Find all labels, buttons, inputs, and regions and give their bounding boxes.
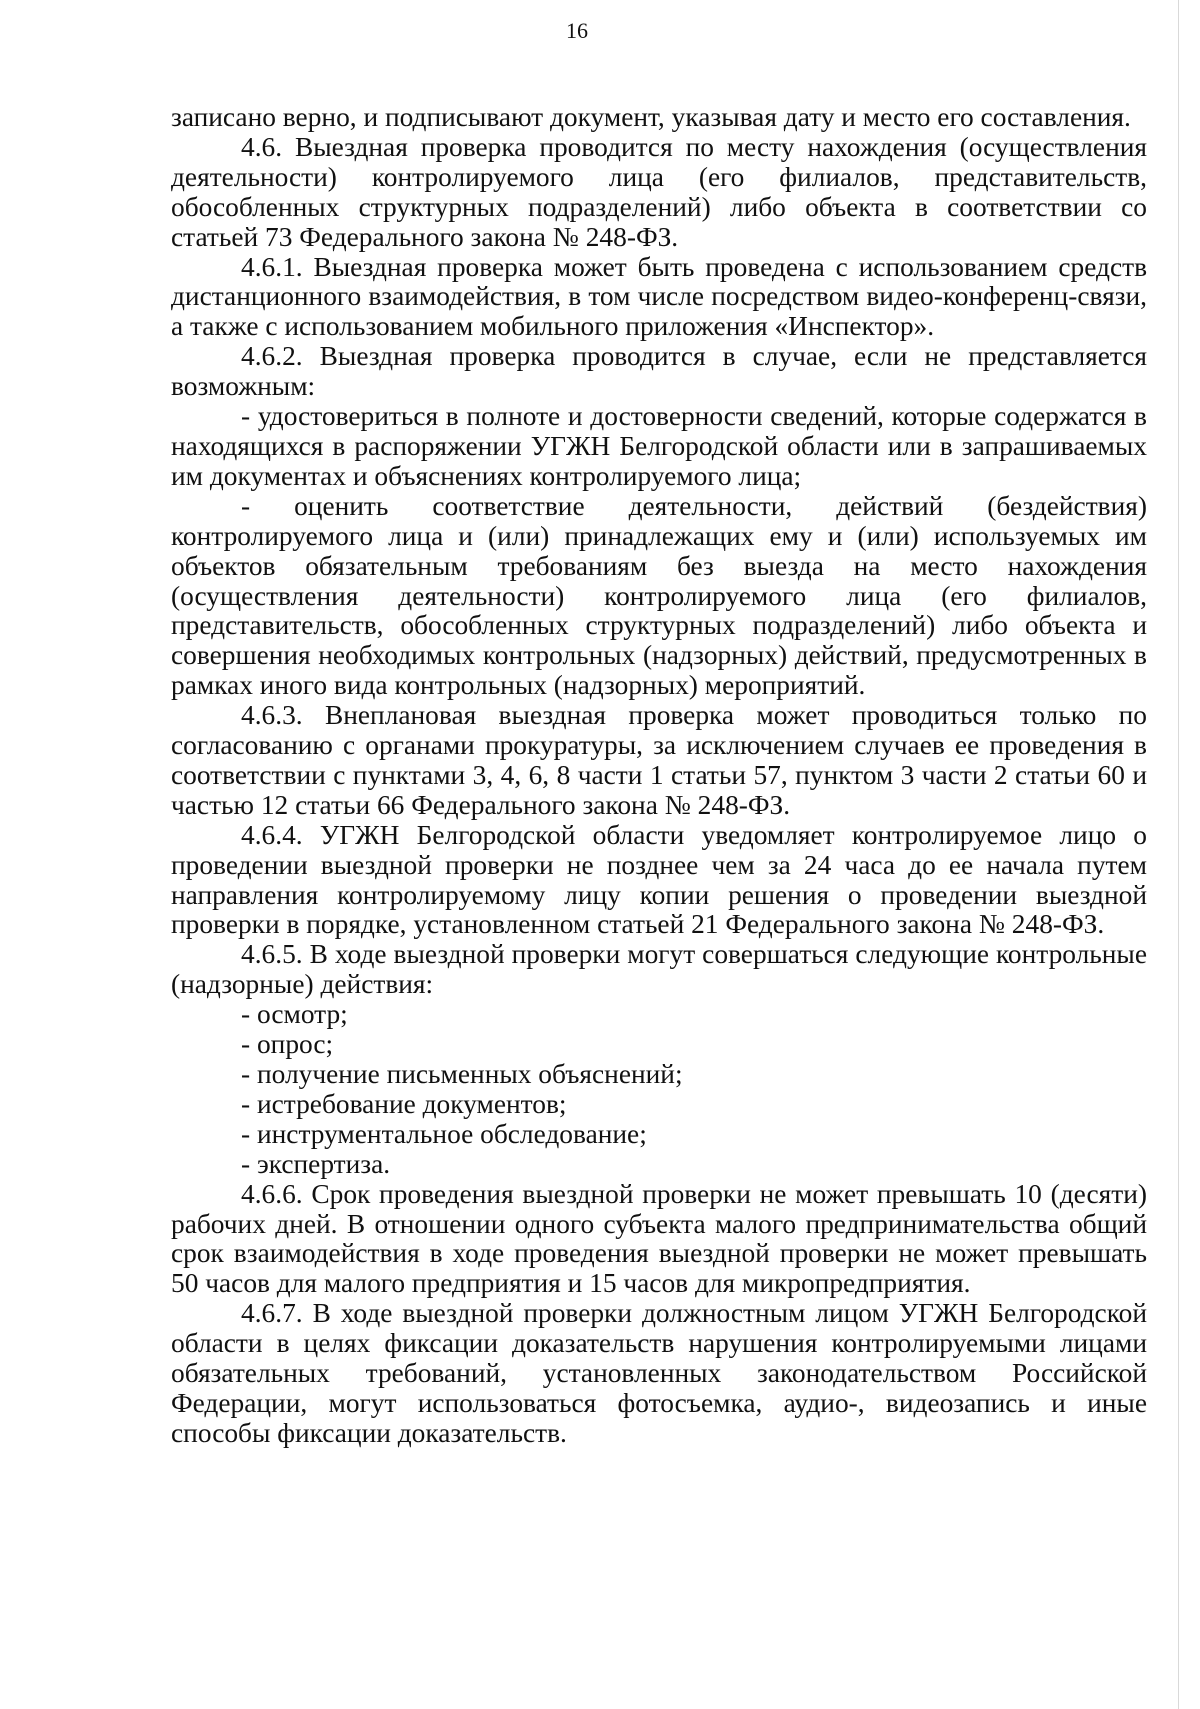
paragraph-4-6-1: 4.6.1. Выездная проверка может быть проведена с использованием средств дистанционного взаимодействия, в том числе посредством видео-конференц-связи, а также с использованием мобильного приложения «Инспектор». bbox=[171, 251, 1147, 342]
list-item-inspection: - осмотр; bbox=[241, 999, 348, 1030]
list-item-instrumental-survey: - инструментальное обследование; bbox=[241, 1118, 647, 1149]
page-number: 16 bbox=[566, 18, 588, 43]
list-item-written-explanations: - получение письменных объяснений; bbox=[241, 1059, 683, 1089]
paragraph-4-6: 4.6. Выездная проверка проводится по месту нахождения (осуществления деятельности) контролируемого лица (его филиалов, представительств, обособленных структурных подразделений) либо объекта в соответствии со статьей 73 Федерального закона № 248-ФЗ. bbox=[171, 131, 1147, 252]
paragraph-4-6-7: 4.6.7. В ходе выездной проверки должностным лицом УГЖН Белгородской области в целях фиксации доказательств нарушения контролируемыми лицами обязательных требований, установленных законодательством Российской Федерации, могут использоваться фотосъемка, аудио-, видеозапись и иные способы фиксации доказательств. bbox=[171, 1298, 1147, 1448]
paragraph-4-6-6: 4.6.6. Срок проведения выездной проверки не может превышать 10 (десяти) рабочих дней. В отношении одного субъекта малого предпринимательства общий срок взаимодействия в ходе проведения выездной проверки не может превышать 50 часов для малого предприятия и 15 часов для микропредприятия. bbox=[171, 1178, 1147, 1299]
scan-edge-line bbox=[1178, 0, 1179, 1709]
document-body bbox=[171, 103, 1147, 1449]
paragraph-bullet-assess: - оценить соответствие деятельности, действий (бездействия) контролируемого лица и (или) принадлежащих ему и (или) используемых им объектов обязательным требованиям без выезда на место нахождения (осуществления деятельности) контролируемого лица (его филиалов, представительств, обособленных структурных подразделений) либо объекта и совершения необходимых контрольных (надзорных) действий, предусмотренных в рамках иного вида контрольных (надзорных) мероприятий. bbox=[171, 490, 1147, 701]
paragraph-4-6-5: 4.6.5. В ходе выездной проверки могут совершаться следующие контрольные (надзорные) действия: bbox=[171, 939, 1147, 1000]
list-item-expertise: - экспертиза. bbox=[241, 1148, 391, 1179]
paragraph-4-6-4: 4.6.4. УГЖН Белгородской области уведомляет контролируемое лицо о проведении выездной проверки не позднее чем за 24 часа до ее начала путем направления контролируемому лицу копии решения о проведении выездной проверки в порядке, установленном статьей 21 Федерального закона № 248-ФЗ. bbox=[171, 819, 1147, 940]
paragraph-bullet-verify: - удостовериться в полноте и достоверности сведений, которые содержатся в находящихся в распоряжении УГЖН Белгородской области или в запрашиваемых им документах и объяснениях контролируемого лица; bbox=[171, 401, 1147, 491]
paragraph-4-6-3: 4.6.3. Внеплановая выездная проверка может проводиться только по согласованию с органами прокуратуры, за исключением случаев ее проведения в соответствии с пунктами 3, 4, 6, 8 части 1 статьи 57, пунктом 3 части 2 статьи 60 и частью 12 статьи 66 Федерального закона № 248-ФЗ. bbox=[171, 700, 1147, 820]
paragraph-continuation: записано верно, и подписывают документ, указывая дату и место его составления. bbox=[171, 102, 1131, 132]
paragraph-4-6-2: 4.6.2. Выездная проверка проводится в случае, если не представляется возможным: bbox=[171, 341, 1147, 402]
list-item-document-request: - истребование документов; bbox=[241, 1088, 567, 1119]
list-item-interview: - опрос; bbox=[241, 1029, 334, 1060]
